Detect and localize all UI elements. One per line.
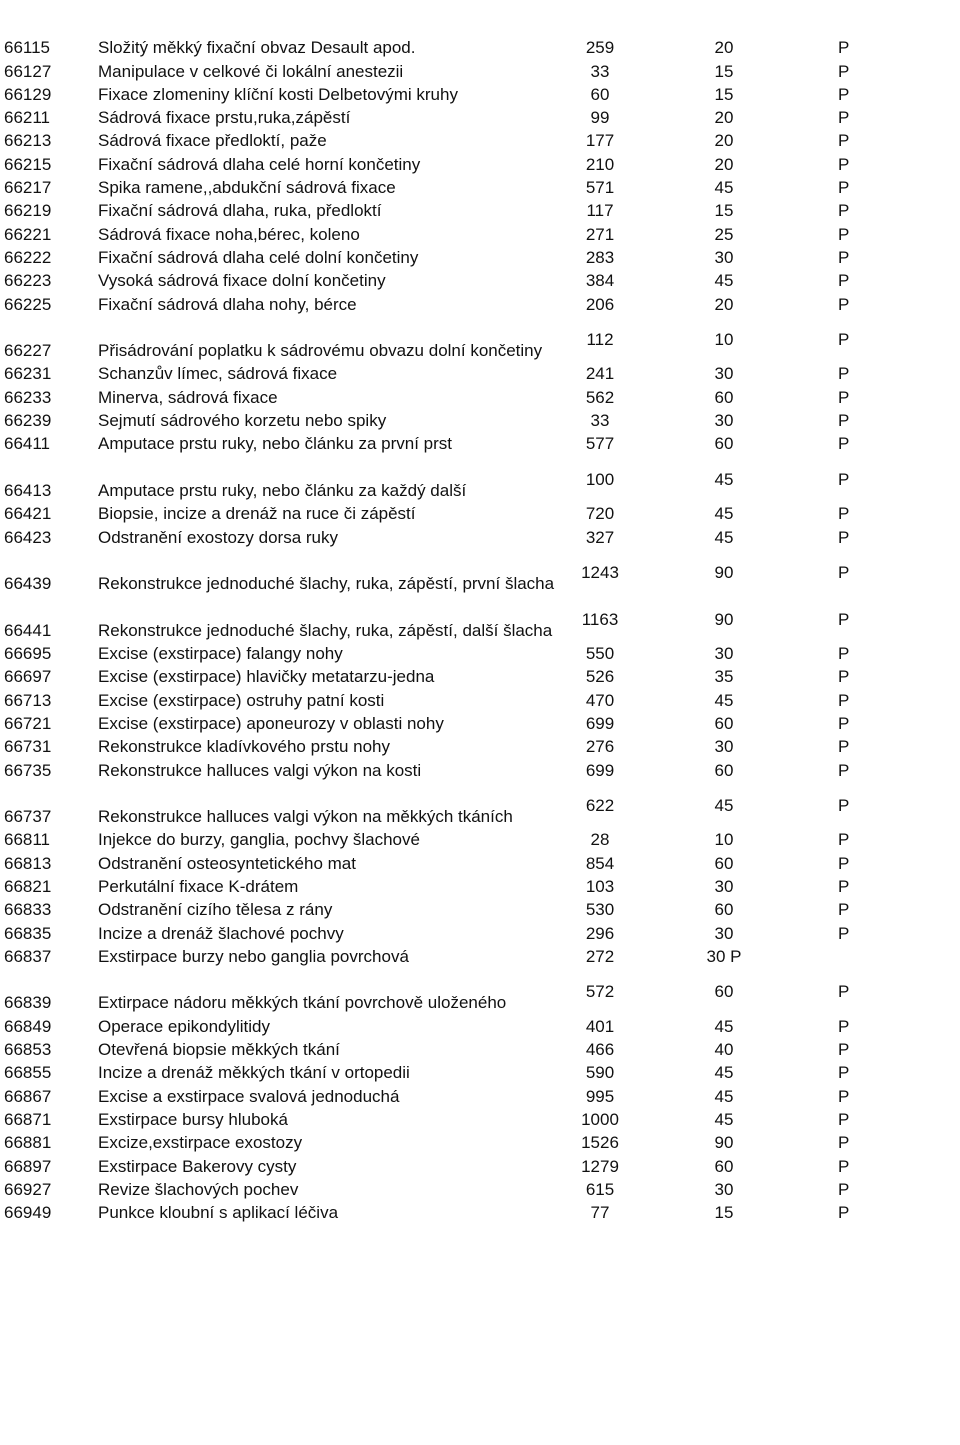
procedure-code: 66713 (4, 690, 52, 710)
procedure-code: 66221 (4, 224, 52, 244)
procedure-code: 66423 (4, 527, 52, 547)
time-minutes: 60 (714, 434, 734, 454)
time-minutes: 90 (714, 563, 734, 583)
category-code: P (838, 178, 850, 198)
table-row (0, 432, 960, 455)
time-minutes: 15 (714, 1203, 734, 1223)
table-row (0, 828, 960, 851)
procedure-description: Složitý měkký fixační obvaz Desault apod. (98, 38, 416, 58)
table-row (0, 945, 960, 968)
point-value: 206 (585, 294, 615, 314)
table-row (0, 455, 960, 502)
procedure-code: 66215 (4, 154, 52, 174)
procedure-description: Schanzův límec, sádrová fixace (98, 364, 338, 384)
category-code: P (838, 154, 850, 174)
point-value: 1163 (581, 609, 619, 629)
procedure-code: 66213 (4, 131, 52, 151)
time-minutes: 30 P (706, 946, 742, 966)
time-minutes: 45 (714, 271, 734, 291)
table-row (0, 129, 960, 152)
procedure-code: 66695 (4, 644, 52, 664)
category-code: P (838, 411, 850, 431)
procedure-description: Fixační sádrová dlaha, ruka, předloktí (98, 201, 382, 221)
procedure-description: Rekonstrukce jednoduché šlachy, ruka, zápěstí, první šlacha (98, 574, 555, 594)
table-row (0, 409, 960, 432)
category-code: P (838, 982, 850, 1002)
table-row (0, 1014, 960, 1037)
table-row (0, 968, 960, 1015)
category-code: P (838, 923, 850, 943)
category-code: P (838, 796, 850, 816)
procedure-description: Rekonstrukce kladívkového prstu nohy (98, 737, 390, 757)
time-minutes: 20 (714, 154, 734, 174)
category-code: P (838, 271, 850, 291)
time-minutes: 10 (714, 330, 734, 350)
procedure-code: 66115 (4, 38, 51, 58)
table-row (0, 851, 960, 874)
time-minutes: 30 (714, 1179, 734, 1199)
table-row (0, 1201, 960, 1224)
procedure-code: 66833 (4, 900, 52, 920)
category-code: P (838, 1040, 850, 1060)
category-code: P (838, 1133, 850, 1153)
category-code: P (838, 853, 850, 873)
point-value: 1279 (581, 1156, 619, 1176)
time-minutes: 20 (714, 108, 734, 128)
procedure-description: Biopsie, incize a drenáž na ruce či zápěstí (98, 504, 416, 524)
time-minutes: 30 (714, 411, 734, 431)
category-code: P (838, 294, 850, 314)
procedure-description: Fixační sádrová dlaha celé horní končetiny (98, 154, 421, 174)
procedure-description: Excize,exstirpace exostozy (98, 1133, 303, 1153)
category-code: P (838, 876, 850, 896)
time-minutes: 45 (714, 178, 734, 198)
point-value: 103 (585, 876, 615, 896)
table-row (0, 246, 960, 269)
procedure-description: Sádrová fixace prstu,ruka,zápěstí (98, 108, 351, 128)
procedure-description: Injekce do burzy, ganglia, pochvy šlachové (98, 830, 420, 850)
table-row (0, 898, 960, 921)
procedure-code: 66837 (4, 946, 52, 966)
table-row (0, 921, 960, 944)
procedure-code: 66839 (4, 993, 52, 1013)
table-row (0, 1061, 960, 1084)
point-value: 526 (585, 667, 615, 687)
category-code: P (838, 469, 850, 489)
point-value: 112 (586, 330, 614, 350)
category-code: P (838, 84, 850, 104)
table-row (0, 83, 960, 106)
time-minutes: 45 (714, 1063, 734, 1083)
time-minutes: 90 (714, 1133, 734, 1153)
table-row (0, 688, 960, 711)
procedure-description: Excise (exstirpace) falangy nohy (98, 644, 343, 664)
point-value: 699 (585, 760, 615, 780)
point-value: 466 (585, 1040, 615, 1060)
category-code: P (838, 527, 850, 547)
time-minutes: 60 (714, 982, 734, 1002)
procedure-code: 66219 (4, 201, 52, 221)
category-code: P (838, 563, 850, 583)
procedure-description: Incize a drenáž měkkých tkání v ortopedii (98, 1063, 410, 1083)
time-minutes: 60 (714, 1156, 734, 1176)
category-code: P (838, 1109, 850, 1129)
time-minutes: 30 (714, 923, 734, 943)
procedure-description: Minerva, sádrová fixace (98, 387, 278, 407)
procedure-description: Excise (exstirpace) aponeurozy v oblasti nohy (98, 713, 444, 733)
point-value: 577 (585, 434, 615, 454)
procedure-code: 66439 (4, 574, 52, 594)
time-minutes: 10 (714, 830, 734, 850)
time-minutes: 45 (714, 690, 734, 710)
procedure-code: 66227 (4, 341, 52, 361)
procedure-code: 66217 (4, 178, 52, 198)
table-row (0, 362, 960, 385)
category-code: P (838, 224, 850, 244)
point-value: 77 (590, 1203, 610, 1223)
point-value: 854 (585, 853, 615, 873)
category-code: P (838, 737, 850, 757)
table-row (0, 525, 960, 548)
category-code: P (838, 667, 850, 687)
time-minutes: 45 (714, 469, 734, 489)
procedure-code: 66897 (4, 1156, 52, 1176)
category-code: P (838, 434, 850, 454)
procedure-code: 66731 (4, 737, 52, 757)
point-value: 272 (585, 946, 615, 966)
table-row (0, 735, 960, 758)
point-value: 117 (586, 201, 614, 221)
time-minutes: 40 (714, 1040, 734, 1060)
category-code: P (838, 1203, 850, 1223)
procedure-description: Excise (exstirpace) ostruhy patní kosti (98, 690, 385, 710)
procedure-description: Sádrová fixace předloktí, paže (98, 131, 327, 151)
procedure-description: Vysoká sádrová fixace dolní končetiny (98, 271, 386, 291)
table-row (0, 1131, 960, 1154)
table-row (0, 1084, 960, 1107)
table-row (0, 782, 960, 829)
table-row (0, 549, 960, 596)
procedure-code: 66867 (4, 1086, 52, 1106)
procedure-description: Exstirpace burzy nebo ganglia povrchová (98, 946, 409, 966)
point-value: 699 (585, 713, 615, 733)
point-value: 720 (585, 504, 615, 524)
table-row (0, 316, 960, 363)
point-value: 590 (585, 1063, 615, 1083)
table-row (0, 385, 960, 408)
time-minutes: 60 (714, 387, 734, 407)
procedure-description: Manipulace v celkové či lokální anestezii (98, 61, 404, 81)
procedure-code: 66222 (4, 247, 52, 267)
table-row (0, 712, 960, 735)
time-minutes: 60 (714, 713, 734, 733)
procedure-code: 66211 (4, 108, 51, 128)
point-value: 100 (585, 469, 615, 489)
table-row (0, 875, 960, 898)
point-value: 571 (585, 178, 615, 198)
point-value: 1243 (581, 563, 619, 583)
procedure-code: 66821 (4, 876, 52, 896)
table-row (0, 269, 960, 292)
time-minutes: 30 (714, 364, 734, 384)
time-minutes: 30 (714, 644, 734, 664)
procedure-description: Extirpace nádoru měkkých tkání povrchově uloženého (98, 993, 507, 1013)
procedure-description: Revize šlachových pochev (98, 1179, 299, 1199)
procedure-code: 66927 (4, 1179, 52, 1199)
category-code: P (838, 760, 850, 780)
procedure-description: Rekonstrukce halluces valgi výkon na měkkých tkáních (98, 807, 513, 827)
category-code: P (838, 364, 850, 384)
table-row (0, 59, 960, 82)
table-row (0, 642, 960, 665)
procedure-code: 66231 (4, 364, 52, 384)
procedure-code: 66697 (4, 667, 52, 687)
time-minutes: 45 (714, 1109, 734, 1129)
procedure-description: Fixace zlomeniny klíční kosti Delbetovými kruhy (98, 84, 458, 104)
procedure-code: 66853 (4, 1040, 52, 1060)
category-code: P (838, 201, 850, 221)
point-value: 470 (585, 690, 615, 710)
procedure-description: Odstranění cizího tělesa z rány (98, 900, 333, 920)
procedure-code: 66737 (4, 807, 52, 827)
procedure-description: Punkce kloubní s aplikací léčiva (98, 1203, 339, 1223)
point-value: 995 (585, 1086, 615, 1106)
point-value: 562 (585, 387, 615, 407)
category-code: P (838, 1156, 850, 1176)
procedure-description: Fixační sádrová dlaha nohy, bérce (98, 294, 357, 314)
procedure-code: 66881 (4, 1133, 52, 1153)
table-row (0, 292, 960, 315)
table-row (0, 502, 960, 525)
category-code: P (838, 609, 850, 629)
category-code: P (838, 504, 850, 524)
procedure-code: 66421 (4, 504, 52, 524)
point-value: 530 (585, 900, 615, 920)
table-row (0, 199, 960, 222)
category-code: P (838, 1063, 850, 1083)
category-code: P (838, 900, 850, 920)
category-code: P (838, 830, 850, 850)
point-value: 1000 (581, 1109, 619, 1129)
procedure-description: Excise a exstirpace svalová jednoduchá (98, 1086, 400, 1106)
procedure-description: Amputace prstu ruky, nebo článku za první prst (98, 434, 453, 454)
point-value: 296 (585, 923, 615, 943)
category-code: P (838, 131, 850, 151)
point-value: 271 (585, 224, 615, 244)
time-minutes: 30 (714, 737, 734, 757)
point-value: 384 (585, 271, 615, 291)
category-code: P (838, 247, 850, 267)
procedure-code: 66413 (4, 480, 52, 500)
table-row (0, 1154, 960, 1177)
procedure-description: Sejmutí sádrového korzetu nebo spiky (98, 411, 387, 431)
time-minutes: 20 (714, 294, 734, 314)
procedure-code: 66721 (4, 713, 52, 733)
time-minutes: 45 (714, 796, 734, 816)
time-minutes: 20 (714, 131, 734, 151)
point-value: 28 (590, 830, 610, 850)
point-value: 615 (585, 1179, 615, 1199)
time-minutes: 60 (714, 760, 734, 780)
point-value: 1526 (581, 1133, 619, 1153)
procedure-description: Exstirpace bursy hluboká (98, 1109, 288, 1129)
procedure-description: Přisádrování poplatku k sádrovému obvazu dolní končetiny (98, 341, 543, 361)
procedure-code: 66233 (4, 387, 52, 407)
table-row (0, 106, 960, 129)
category-code: P (838, 330, 850, 350)
procedure-description: Operace epikondylitidy (98, 1016, 270, 1036)
time-minutes: 45 (714, 504, 734, 524)
table-row (0, 758, 960, 781)
procedure-code: 66239 (4, 411, 52, 431)
table-row (0, 36, 960, 59)
category-code: P (838, 387, 850, 407)
point-value: 259 (585, 38, 615, 58)
procedure-code: 66813 (4, 853, 52, 873)
point-value: 241 (585, 364, 615, 384)
time-minutes: 20 (714, 38, 734, 58)
time-minutes: 60 (714, 853, 734, 873)
procedure-description: Rekonstrukce halluces valgi výkon na kosti (98, 760, 422, 780)
procedure-code: 66441 (4, 620, 52, 640)
procedure-description: Odstranění osteosyntetického mat (98, 853, 356, 873)
procedure-code: 66225 (4, 294, 52, 314)
procedure-description: Otevřená biopsie měkkých tkání (98, 1040, 340, 1060)
time-minutes: 45 (714, 1086, 734, 1106)
procedure-description: Amputace prstu ruky, nebo článku za každý další (98, 480, 467, 500)
procedure-code: 66129 (4, 84, 52, 104)
procedure-description: Spika ramene,,abdukční sádrová fixace (98, 178, 396, 198)
procedure-code: 66223 (4, 271, 52, 291)
time-minutes: 25 (714, 224, 734, 244)
point-value: 177 (585, 131, 615, 151)
time-minutes: 15 (714, 84, 734, 104)
time-minutes: 35 (714, 667, 734, 687)
category-code: P (838, 1086, 850, 1106)
table-row (0, 595, 960, 642)
point-value: 622 (585, 796, 615, 816)
category-code: P (838, 38, 850, 58)
table-row (0, 152, 960, 175)
category-code: P (838, 61, 850, 81)
category-code: P (838, 108, 850, 128)
point-value: 327 (585, 527, 615, 547)
point-value: 550 (585, 644, 615, 664)
procedure-description: Exstirpace Bakerovy cysty (98, 1156, 297, 1176)
procedure-code-table (0, 36, 960, 1224)
point-value: 99 (590, 108, 610, 128)
point-value: 572 (585, 982, 615, 1002)
point-value: 210 (585, 154, 615, 174)
point-value: 283 (585, 247, 615, 267)
procedure-code: 66127 (4, 61, 52, 81)
procedure-description: Odstranění exostozy dorsa ruky (98, 527, 339, 547)
time-minutes: 90 (714, 609, 734, 629)
procedure-code: 66735 (4, 760, 52, 780)
point-value: 60 (590, 84, 610, 104)
procedure-description: Incize a drenáž šlachové pochvy (98, 923, 344, 943)
point-value: 33 (590, 411, 610, 431)
time-minutes: 15 (714, 61, 734, 81)
time-minutes: 45 (714, 1016, 734, 1036)
procedure-code: 66835 (4, 923, 52, 943)
point-value: 276 (585, 737, 615, 757)
point-value: 401 (585, 1016, 615, 1036)
procedure-description: Sádrová fixace noha,bérec, koleno (98, 224, 360, 244)
procedure-code: 66811 (4, 830, 51, 850)
procedure-description: Excise (exstirpace) hlavičky metatarzu-jedna (98, 667, 435, 687)
category-code: P (838, 1016, 850, 1036)
table-row (0, 1038, 960, 1061)
table-row (0, 665, 960, 688)
category-code: P (838, 1179, 850, 1199)
table-row (0, 176, 960, 199)
time-minutes: 30 (714, 247, 734, 267)
table-row (0, 1178, 960, 1201)
category-code: P (838, 690, 850, 710)
time-minutes: 60 (714, 900, 734, 920)
procedure-description: Fixační sádrová dlaha celé dolní končetiny (98, 247, 419, 267)
procedure-code: 66849 (4, 1016, 52, 1036)
category-code: P (838, 713, 850, 733)
procedure-description: Rekonstrukce jednoduché šlachy, ruka, zápěstí, další šlacha (98, 620, 553, 640)
procedure-code: 66855 (4, 1063, 52, 1083)
time-minutes: 45 (714, 527, 734, 547)
point-value: 33 (590, 61, 610, 81)
table-row (0, 1108, 960, 1131)
procedure-code: 66871 (4, 1109, 52, 1129)
time-minutes: 15 (714, 201, 734, 221)
procedure-code: 66411 (4, 434, 51, 454)
table-row (0, 222, 960, 245)
procedure-code: 66949 (4, 1203, 52, 1223)
category-code: P (838, 644, 850, 664)
procedure-description: Perkutální fixace K-drátem (98, 876, 299, 896)
time-minutes: 30 (714, 876, 734, 896)
